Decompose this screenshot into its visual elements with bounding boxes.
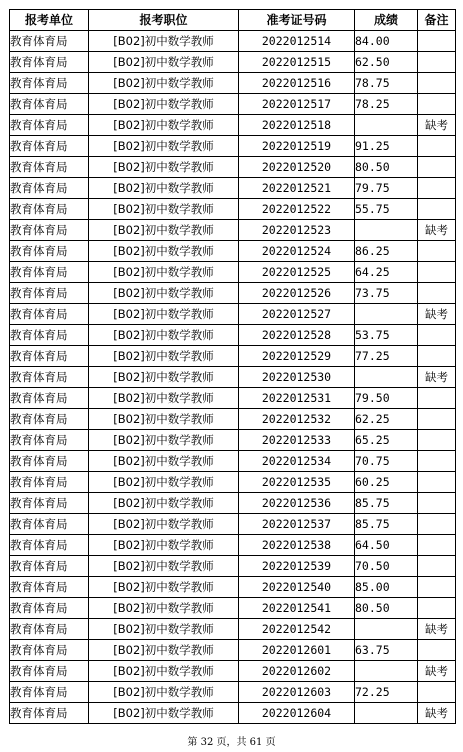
score-cell: 85.00 [355,577,418,598]
ticket-cell: 2022012536 [239,493,355,514]
note-cell: 缺考 [418,619,456,640]
position-cell: [B02]初中数学教师 [89,619,239,640]
score-cell: 78.75 [355,73,418,94]
unit-cell: 教育体育局 [10,178,89,199]
position-cell: [B02]初中数学教师 [89,157,239,178]
note-cell [418,136,456,157]
unit-cell: 教育体育局 [10,199,89,220]
position-cell: [B02]初中数学教师 [89,682,239,703]
position-cell: [B02]初中数学教师 [89,220,239,241]
score-table [9,9,456,724]
score-cell: 63.75 [355,640,418,661]
position-cell: [B02]初中数学教师 [89,388,239,409]
unit-cell: 教育体育局 [10,262,89,283]
header-score: 成绩 [355,10,418,31]
position-cell: [B02]初中数学教师 [89,241,239,262]
score-cell: 79.50 [355,388,418,409]
header-note: 备注 [418,10,456,31]
note-cell [418,430,456,451]
table-row [10,136,456,157]
score-cell: 80.50 [355,598,418,619]
score-cell: 64.50 [355,535,418,556]
note-cell [418,577,456,598]
ticket-cell: 2022012534 [239,451,355,472]
ticket-cell: 2022012531 [239,388,355,409]
score-cell: 84.00 [355,31,418,52]
note-cell [418,346,456,367]
score-cell: 60.25 [355,472,418,493]
ticket-cell: 2022012542 [239,619,355,640]
position-cell: [B02]初中数学教师 [89,283,239,304]
position-cell: [B02]初中数学教师 [89,178,239,199]
table-row [10,304,456,325]
position-cell: [B02]初中数学教师 [89,409,239,430]
position-cell: [B02]初中数学教师 [89,31,239,52]
ticket-cell: 2022012518 [239,115,355,136]
score-cell: 53.75 [355,325,418,346]
score-cell [355,619,418,640]
header-unit: 报考单位 [10,10,89,31]
table-row [10,640,456,661]
position-cell: [B02]初中数学教师 [89,430,239,451]
score-cell: 85.75 [355,514,418,535]
note-cell [418,640,456,661]
note-cell [418,31,456,52]
score-cell: 78.25 [355,94,418,115]
position-cell: [B02]初中数学教师 [89,493,239,514]
score-cell: 70.50 [355,556,418,577]
note-cell [418,178,456,199]
note-cell: 缺考 [418,703,456,724]
position-cell: [B02]初中数学教师 [89,598,239,619]
table-row [10,220,456,241]
table-row [10,493,456,514]
position-cell: [B02]初中数学教师 [89,661,239,682]
ticket-cell: 2022012533 [239,430,355,451]
note-cell [418,493,456,514]
note-cell: 缺考 [418,220,456,241]
note-cell [418,262,456,283]
unit-cell: 教育体育局 [10,514,89,535]
unit-cell: 教育体育局 [10,115,89,136]
score-cell: 70.75 [355,451,418,472]
ticket-cell: 2022012515 [239,52,355,73]
ticket-cell: 2022012527 [239,304,355,325]
note-cell [418,535,456,556]
score-cell: 85.75 [355,493,418,514]
table-row [10,514,456,535]
table-row [10,367,456,388]
score-cell: 79.75 [355,178,418,199]
position-cell: [B02]初中数学教师 [89,304,239,325]
ticket-cell: 2022012517 [239,94,355,115]
note-cell [418,409,456,430]
score-cell: 77.25 [355,346,418,367]
ticket-cell: 2022012528 [239,325,355,346]
score-cell [355,703,418,724]
note-cell [418,598,456,619]
note-cell [418,241,456,262]
unit-cell: 教育体育局 [10,577,89,598]
note-cell [418,94,456,115]
position-cell: [B02]初中数学教师 [89,199,239,220]
table-row [10,325,456,346]
position-cell: [B02]初中数学教师 [89,577,239,598]
unit-cell: 教育体育局 [10,31,89,52]
unit-cell: 教育体育局 [10,94,89,115]
note-cell [418,556,456,577]
position-cell: [B02]初中数学教师 [89,556,239,577]
unit-cell: 教育体育局 [10,136,89,157]
note-cell [418,682,456,703]
unit-cell: 教育体育局 [10,283,89,304]
position-cell: [B02]初中数学教师 [89,115,239,136]
score-cell [355,304,418,325]
note-cell [418,73,456,94]
table-row [10,262,456,283]
position-cell: [B02]初中数学教师 [89,346,239,367]
ticket-cell: 2022012537 [239,514,355,535]
note-cell [418,199,456,220]
note-cell [418,157,456,178]
unit-cell: 教育体育局 [10,703,89,724]
unit-cell: 教育体育局 [10,367,89,388]
ticket-cell: 2022012514 [239,31,355,52]
ticket-cell: 2022012524 [239,241,355,262]
table-row [10,577,456,598]
unit-cell: 教育体育局 [10,430,89,451]
unit-cell: 教育体育局 [10,535,89,556]
position-cell: [B02]初中数学教师 [89,703,239,724]
table-row [10,94,456,115]
position-cell: [B02]初中数学教师 [89,262,239,283]
position-cell: [B02]初中数学教师 [89,94,239,115]
ticket-cell: 2022012530 [239,367,355,388]
unit-cell: 教育体育局 [10,304,89,325]
table-row [10,157,456,178]
unit-cell: 教育体育局 [10,241,89,262]
position-cell: [B02]初中数学教师 [89,472,239,493]
unit-cell: 教育体育局 [10,619,89,640]
score-cell: 80.50 [355,157,418,178]
table-row [10,199,456,220]
table-row [10,241,456,262]
note-cell [418,451,456,472]
note-cell [418,514,456,535]
note-cell [418,283,456,304]
table-row [10,73,456,94]
table-row [10,346,456,367]
score-cell [355,367,418,388]
ticket-cell: 2022012521 [239,178,355,199]
note-cell [418,325,456,346]
score-cell: 64.25 [355,262,418,283]
score-cell: 65.25 [355,430,418,451]
ticket-cell: 2022012519 [239,136,355,157]
ticket-cell: 2022012601 [239,640,355,661]
note-cell: 缺考 [418,304,456,325]
ticket-cell: 2022012520 [239,157,355,178]
table-row [10,283,456,304]
ticket-cell: 2022012532 [239,409,355,430]
note-cell: 缺考 [418,661,456,682]
note-cell: 缺考 [418,367,456,388]
ticket-cell: 2022012516 [239,73,355,94]
position-cell: [B02]初中数学教师 [89,325,239,346]
score-cell [355,220,418,241]
position-cell: [B02]初中数学教师 [89,136,239,157]
unit-cell: 教育体育局 [10,640,89,661]
position-cell: [B02]初中数学教师 [89,367,239,388]
ticket-cell: 2022012526 [239,283,355,304]
table-row [10,409,456,430]
table-row [10,703,456,724]
table-row [10,52,456,73]
unit-cell: 教育体育局 [10,325,89,346]
unit-cell: 教育体育局 [10,157,89,178]
ticket-cell: 2022012540 [239,577,355,598]
unit-cell: 教育体育局 [10,346,89,367]
header-position: 报考职位 [89,10,239,31]
table-row [10,598,456,619]
unit-cell: 教育体育局 [10,73,89,94]
table-row [10,31,456,52]
ticket-cell: 2022012604 [239,703,355,724]
header-row [10,10,456,31]
table-row [10,115,456,136]
score-cell: 91.25 [355,136,418,157]
unit-cell: 教育体育局 [10,451,89,472]
table-row [10,451,456,472]
unit-cell: 教育体育局 [10,682,89,703]
position-cell: [B02]初中数学教师 [89,52,239,73]
unit-cell: 教育体育局 [10,598,89,619]
ticket-cell: 2022012529 [239,346,355,367]
position-cell: [B02]初中数学教师 [89,535,239,556]
score-cell: 73.75 [355,283,418,304]
ticket-cell: 2022012541 [239,598,355,619]
table-row [10,178,456,199]
score-cell: 86.25 [355,241,418,262]
score-cell: 62.25 [355,409,418,430]
table-row [10,661,456,682]
ticket-cell: 2022012602 [239,661,355,682]
ticket-cell: 2022012603 [239,682,355,703]
table-row [10,535,456,556]
header-ticket: 准考证号码 [239,10,355,31]
score-cell [355,661,418,682]
unit-cell: 教育体育局 [10,220,89,241]
table-row [10,619,456,640]
score-cell: 72.25 [355,682,418,703]
ticket-cell: 2022012539 [239,556,355,577]
note-cell [418,388,456,409]
position-cell: [B02]初中数学教师 [89,514,239,535]
ticket-cell: 2022012523 [239,220,355,241]
position-cell: [B02]初中数学教师 [89,640,239,661]
score-cell: 55.75 [355,199,418,220]
ticket-cell: 2022012522 [239,199,355,220]
ticket-cell: 2022012525 [239,262,355,283]
unit-cell: 教育体育局 [10,409,89,430]
position-cell: [B02]初中数学教师 [89,451,239,472]
note-cell: 缺考 [418,115,456,136]
unit-cell: 教育体育局 [10,661,89,682]
unit-cell: 教育体育局 [10,472,89,493]
score-cell [355,115,418,136]
page-footer: 第 32 页，共 61 页 [187,737,276,748]
table-body [10,31,456,724]
table-row [10,430,456,451]
table-row [10,472,456,493]
unit-cell: 教育体育局 [10,52,89,73]
unit-cell: 教育体育局 [10,556,89,577]
ticket-cell: 2022012535 [239,472,355,493]
score-cell: 62.50 [355,52,418,73]
unit-cell: 教育体育局 [10,388,89,409]
note-cell [418,52,456,73]
ticket-cell: 2022012538 [239,535,355,556]
note-cell [418,472,456,493]
table-row [10,388,456,409]
unit-cell: 教育体育局 [10,493,89,514]
position-cell: [B02]初中数学教师 [89,73,239,94]
table-row [10,682,456,703]
table-row [10,556,456,577]
